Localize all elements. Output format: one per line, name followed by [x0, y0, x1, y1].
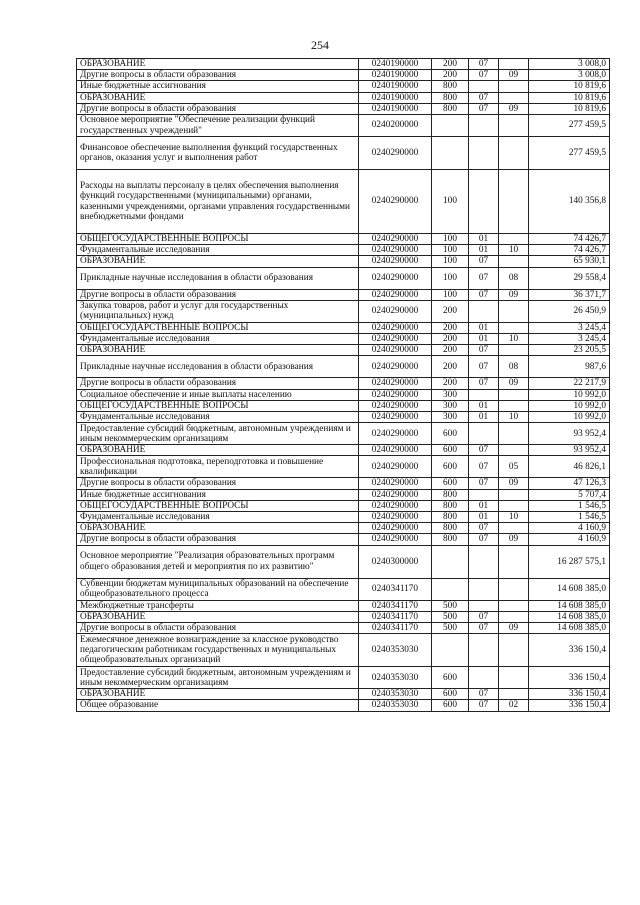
row-amount: 3 245,4	[529, 334, 610, 345]
row-code: 0240290000	[359, 389, 432, 400]
table-row	[77, 611, 610, 622]
row-amount: 336 150,4	[529, 667, 610, 689]
row-amount: 10 819,6	[529, 92, 610, 103]
row-section: 07	[469, 623, 499, 634]
row-amount: 36 371,7	[529, 289, 610, 300]
row-code: 0240290000	[359, 234, 432, 245]
row-code: 0240290000	[359, 489, 432, 500]
row-name: ОБРАЗОВАНИЕ	[77, 523, 359, 534]
row-code: 0240190000	[359, 103, 432, 114]
row-expense-type: 300	[432, 400, 469, 411]
row-subsection	[499, 500, 529, 511]
row-name: Общее образование	[77, 700, 359, 711]
table-row	[77, 92, 610, 103]
row-code: 0240290000	[359, 456, 432, 478]
row-expense-type: 200	[432, 345, 469, 356]
row-name: Закупка товаров, работ и услуг для государственных (муниципальных) нужд	[77, 300, 359, 322]
row-subsection: 09	[499, 534, 529, 545]
row-subsection	[499, 489, 529, 500]
row-section: 07	[469, 70, 499, 81]
row-name: Основное мероприятие "Реализация образовательных программ общего образования детей и мероприятия по их развитию"	[77, 545, 359, 578]
row-expense-type: 800	[432, 489, 469, 500]
row-subsection	[499, 400, 529, 411]
row-code: 0240341170	[359, 611, 432, 622]
row-amount: 16 287 575,1	[529, 545, 610, 578]
row-expense-type: 500	[432, 600, 469, 611]
table-row	[77, 600, 610, 611]
row-code: 0240353030	[359, 689, 432, 700]
row-code: 0240200000	[359, 115, 432, 137]
row-name: Основное мероприятие "Обеспечение реализации функций государственных учреждений"	[77, 115, 359, 137]
row-amount: 4 160,9	[529, 534, 610, 545]
row-subsection	[499, 81, 529, 92]
row-amount: 10 992,0	[529, 389, 610, 400]
row-code: 0240290000	[359, 356, 432, 378]
table-row	[77, 345, 610, 356]
row-amount: 277 459,5	[529, 137, 610, 170]
table-row	[77, 478, 610, 489]
table-row	[77, 523, 610, 534]
row-code: 0240353030	[359, 700, 432, 711]
row-subsection	[499, 322, 529, 333]
row-amount: 3 008,0	[529, 70, 610, 81]
row-code: 0240190000	[359, 59, 432, 70]
row-section: 07	[469, 534, 499, 545]
row-name: Другие вопросы в области образования	[77, 623, 359, 634]
table-row	[77, 256, 610, 267]
row-section	[469, 137, 499, 170]
row-expense-type: 300	[432, 389, 469, 400]
row-amount: 4 160,9	[529, 523, 610, 534]
row-subsection	[499, 689, 529, 700]
row-expense-type: 600	[432, 456, 469, 478]
row-subsection	[499, 59, 529, 70]
row-name: ОБЩЕГОСУДАРСТВЕННЫЕ ВОПРОСЫ	[77, 500, 359, 511]
row-expense-type: 200	[432, 356, 469, 378]
budget-table	[76, 58, 610, 712]
table-row	[77, 170, 610, 234]
row-section: 07	[469, 289, 499, 300]
row-name: Другие вопросы в области образования	[77, 70, 359, 81]
row-subsection	[499, 578, 529, 600]
table-row	[77, 489, 610, 500]
row-name: ОБРАЗОВАНИЕ	[77, 611, 359, 622]
row-expense-type: 200	[432, 300, 469, 322]
table-row	[77, 456, 610, 478]
table-row	[77, 322, 610, 333]
row-expense-type: 800	[432, 523, 469, 534]
row-name: Другие вопросы в области образования	[77, 378, 359, 389]
row-section: 07	[469, 356, 499, 378]
row-section	[469, 545, 499, 578]
row-section	[469, 389, 499, 400]
row-amount: 1 546,5	[529, 500, 610, 511]
row-amount: 29 558,4	[529, 267, 610, 289]
row-name: Расходы на выплаты персоналу в целях обеспечения выполнения функций государственными (муниципальными) органами, казенными учреждениями, органами управления государственными внебюджетными фондами	[77, 170, 359, 234]
row-section: 07	[469, 478, 499, 489]
row-section	[469, 170, 499, 234]
row-amount: 65 930,1	[529, 256, 610, 267]
row-subsection: 09	[499, 289, 529, 300]
row-subsection	[499, 137, 529, 170]
row-name: ОБРАЗОВАНИЕ	[77, 445, 359, 456]
row-name: Ежемесячное денежное вознаграждение за классное руководство педагогическим работникам государственных и муниципальных общеобразовательных организаций	[77, 634, 359, 667]
row-name: Фундаментальные исследования	[77, 512, 359, 523]
row-section	[469, 667, 499, 689]
row-subsection	[499, 611, 529, 622]
row-code: 0240353030	[359, 634, 432, 667]
row-expense-type: 200	[432, 334, 469, 345]
row-code: 0240290000	[359, 378, 432, 389]
row-name: Финансовое обеспечение выполнения функций государственных органов, оказания услуг и выполнения работ	[77, 137, 359, 170]
row-code: 0240290000	[359, 345, 432, 356]
row-amount: 14 608 385,0	[529, 611, 610, 622]
row-expense-type: 600	[432, 667, 469, 689]
row-expense-type: 200	[432, 59, 469, 70]
row-amount: 22 217,9	[529, 378, 610, 389]
row-subsection	[499, 92, 529, 103]
row-section: 07	[469, 456, 499, 478]
row-subsection	[499, 423, 529, 445]
page-number: 254	[311, 38, 329, 52]
row-expense-type: 600	[432, 423, 469, 445]
table-row	[77, 700, 610, 711]
table-row	[77, 500, 610, 511]
row-expense-type: 600	[432, 478, 469, 489]
table-row	[77, 634, 610, 667]
table-row	[77, 245, 610, 256]
row-amount: 23 205,5	[529, 345, 610, 356]
row-amount: 987,6	[529, 356, 610, 378]
row-amount: 47 126,3	[529, 478, 610, 489]
budget-table-body	[77, 59, 610, 712]
row-name: ОБЩЕГОСУДАРСТВЕННЫЕ ВОПРОСЫ	[77, 234, 359, 245]
table-row	[77, 578, 610, 600]
row-name: ОБРАЗОВАНИЕ	[77, 689, 359, 700]
row-amount: 140 356,8	[529, 170, 610, 234]
row-subsection	[499, 634, 529, 667]
row-expense-type: 500	[432, 611, 469, 622]
row-section: 01	[469, 245, 499, 256]
row-subsection	[499, 667, 529, 689]
row-subsection	[499, 389, 529, 400]
table-row	[77, 412, 610, 423]
row-name: Межбюджетные трансферты	[77, 600, 359, 611]
table-row	[77, 545, 610, 578]
row-subsection	[499, 600, 529, 611]
row-section: 07	[469, 378, 499, 389]
row-subsection	[499, 523, 529, 534]
row-name: Фундаментальные исследования	[77, 245, 359, 256]
row-subsection: 08	[499, 267, 529, 289]
row-code: 0240290000	[359, 534, 432, 545]
table-row	[77, 389, 610, 400]
row-expense-type: 100	[432, 234, 469, 245]
row-expense-type: 100	[432, 256, 469, 267]
row-expense-type: 600	[432, 445, 469, 456]
row-expense-type: 600	[432, 700, 469, 711]
row-subsection: 09	[499, 623, 529, 634]
row-subsection	[499, 256, 529, 267]
row-expense-type: 800	[432, 81, 469, 92]
row-name: ОБЩЕГОСУДАРСТВЕННЫЕ ВОПРОСЫ	[77, 322, 359, 333]
table-row	[77, 234, 610, 245]
table-row	[77, 137, 610, 170]
row-expense-type	[432, 115, 469, 137]
row-amount: 10 992,0	[529, 412, 610, 423]
row-amount: 14 608 385,0	[529, 600, 610, 611]
row-amount: 336 150,4	[529, 689, 610, 700]
row-amount: 74 426,7	[529, 234, 610, 245]
row-name: Прикладные научные исследования в области образования	[77, 267, 359, 289]
row-name: Другие вопросы в области образования	[77, 289, 359, 300]
row-expense-type: 800	[432, 534, 469, 545]
row-section: 07	[469, 611, 499, 622]
row-subsection	[499, 170, 529, 234]
row-code: 0240290000	[359, 322, 432, 333]
row-amount: 1 546,5	[529, 512, 610, 523]
row-expense-type: 500	[432, 623, 469, 634]
row-amount: 74 426,7	[529, 245, 610, 256]
row-amount: 14 608 385,0	[529, 578, 610, 600]
row-name: ОБРАЗОВАНИЕ	[77, 256, 359, 267]
row-code: 0240290000	[359, 300, 432, 322]
row-name: Прикладные научные исследования в области образования	[77, 356, 359, 378]
row-name: Социальное обеспечение и иные выплаты населению	[77, 389, 359, 400]
row-code: 0240300000	[359, 545, 432, 578]
table-row	[77, 445, 610, 456]
table-row	[77, 623, 610, 634]
row-name: ОБРАЗОВАНИЕ	[77, 345, 359, 356]
row-code: 0240290000	[359, 412, 432, 423]
row-amount: 93 952,4	[529, 423, 610, 445]
row-expense-type: 800	[432, 500, 469, 511]
row-amount: 5 707,4	[529, 489, 610, 500]
row-amount: 10 819,6	[529, 103, 610, 114]
row-subsection	[499, 445, 529, 456]
row-name: Другие вопросы в области образования	[77, 103, 359, 114]
row-expense-type	[432, 137, 469, 170]
row-subsection: 05	[499, 456, 529, 478]
table-row	[77, 59, 610, 70]
row-code: 0240290000	[359, 170, 432, 234]
row-code: 0240290000	[359, 289, 432, 300]
table-row	[77, 334, 610, 345]
row-section	[469, 489, 499, 500]
row-section	[469, 81, 499, 92]
row-section: 01	[469, 234, 499, 245]
row-code: 0240290000	[359, 267, 432, 289]
table-row	[77, 103, 610, 114]
row-section: 07	[469, 267, 499, 289]
row-section: 07	[469, 523, 499, 534]
row-expense-type: 200	[432, 378, 469, 389]
row-section: 01	[469, 400, 499, 411]
row-code: 0240290000	[359, 478, 432, 489]
row-subsection: 02	[499, 700, 529, 711]
row-amount: 336 150,4	[529, 700, 610, 711]
row-amount: 336 150,4	[529, 634, 610, 667]
row-code: 0240290000	[359, 512, 432, 523]
row-subsection	[499, 300, 529, 322]
row-section	[469, 115, 499, 137]
row-subsection: 09	[499, 70, 529, 81]
row-subsection: 10	[499, 245, 529, 256]
row-name: Другие вопросы в области образования	[77, 478, 359, 489]
row-section: 01	[469, 500, 499, 511]
row-name: ОБРАЗОВАНИЕ	[77, 59, 359, 70]
table-row	[77, 378, 610, 389]
row-expense-type: 200	[432, 70, 469, 81]
row-code: 0240290000	[359, 137, 432, 170]
row-amount: 10 819,6	[529, 81, 610, 92]
row-expense-type: 800	[432, 92, 469, 103]
row-amount: 46 826,1	[529, 456, 610, 478]
row-expense-type: 800	[432, 512, 469, 523]
row-amount: 277 459,5	[529, 115, 610, 137]
row-expense-type	[432, 578, 469, 600]
row-expense-type: 100	[432, 289, 469, 300]
table-row	[77, 300, 610, 322]
row-subsection: 10	[499, 412, 529, 423]
row-expense-type: 600	[432, 689, 469, 700]
row-amount: 26 450,9	[529, 300, 610, 322]
row-name: Предоставление субсидий бюджетным, автономным учреждениям и иным некоммерческим организациям	[77, 667, 359, 689]
row-section: 07	[469, 103, 499, 114]
table-row	[77, 400, 610, 411]
row-section: 01	[469, 512, 499, 523]
row-subsection	[499, 115, 529, 137]
row-section: 07	[469, 700, 499, 711]
table-row	[77, 81, 610, 92]
row-section	[469, 578, 499, 600]
row-section	[469, 634, 499, 667]
table-row	[77, 356, 610, 378]
table-row	[77, 289, 610, 300]
row-expense-type: 100	[432, 267, 469, 289]
table-row	[77, 512, 610, 523]
row-code: 0240290000	[359, 523, 432, 534]
table-row	[77, 423, 610, 445]
row-name: Другие вопросы в области образования	[77, 534, 359, 545]
row-section: 07	[469, 92, 499, 103]
row-section: 07	[469, 345, 499, 356]
row-expense-type: 100	[432, 170, 469, 234]
row-subsection: 09	[499, 478, 529, 489]
row-expense-type: 800	[432, 103, 469, 114]
row-section: 07	[469, 59, 499, 70]
table-row	[77, 115, 610, 137]
row-amount: 10 992,0	[529, 400, 610, 411]
row-section	[469, 600, 499, 611]
row-expense-type: 100	[432, 245, 469, 256]
row-amount: 93 952,4	[529, 445, 610, 456]
row-code: 0240290000	[359, 334, 432, 345]
table-row	[77, 667, 610, 689]
row-name: Профессиональная подготовка, переподготовка и повышение квалификации	[77, 456, 359, 478]
row-section: 07	[469, 689, 499, 700]
row-subsection: 08	[499, 356, 529, 378]
row-amount: 3 008,0	[529, 59, 610, 70]
row-code: 0240341170	[359, 600, 432, 611]
row-code: 0240290000	[359, 245, 432, 256]
row-name: Фундаментальные исследования	[77, 334, 359, 345]
row-name: Иные бюджетные ассигнования	[77, 489, 359, 500]
row-subsection	[499, 545, 529, 578]
row-code: 0240290000	[359, 423, 432, 445]
row-section: 07	[469, 256, 499, 267]
row-code: 0240190000	[359, 70, 432, 81]
row-expense-type: 300	[432, 412, 469, 423]
row-expense-type	[432, 634, 469, 667]
table-row	[77, 534, 610, 545]
row-expense-type	[432, 545, 469, 578]
table-row	[77, 689, 610, 700]
row-name: Фундаментальные исследования	[77, 412, 359, 423]
row-name: Иные бюджетные ассигнования	[77, 81, 359, 92]
row-subsection: 09	[499, 378, 529, 389]
row-section: 07	[469, 445, 499, 456]
row-code: 0240290000	[359, 445, 432, 456]
row-name: ОБЩЕГОСУДАРСТВЕННЫЕ ВОПРОСЫ	[77, 400, 359, 411]
row-subsection: 09	[499, 103, 529, 114]
row-name: ОБРАЗОВАНИЕ	[77, 92, 359, 103]
row-section: 01	[469, 412, 499, 423]
table-row	[77, 70, 610, 81]
row-section	[469, 423, 499, 445]
row-subsection: 10	[499, 334, 529, 345]
row-code: 0240341170	[359, 578, 432, 600]
row-section: 01	[469, 322, 499, 333]
row-subsection: 10	[499, 512, 529, 523]
row-code: 0240290000	[359, 400, 432, 411]
row-code: 0240341170	[359, 623, 432, 634]
row-code: 0240353030	[359, 667, 432, 689]
table-row	[77, 267, 610, 289]
row-expense-type: 200	[432, 322, 469, 333]
row-code: 0240190000	[359, 92, 432, 103]
row-name: Предоставление субсидий бюджетным, автономным учреждениям и иным некоммерческим организациям	[77, 423, 359, 445]
row-code: 0240290000	[359, 256, 432, 267]
row-code: 0240190000	[359, 81, 432, 92]
row-amount: 3 245,4	[529, 322, 610, 333]
row-name: Субвенции бюджетам муниципальных образований на обеспечение общеобразовательного процесса	[77, 578, 359, 600]
row-code: 0240290000	[359, 500, 432, 511]
row-subsection	[499, 234, 529, 245]
row-section	[469, 300, 499, 322]
row-subsection	[499, 345, 529, 356]
row-amount: 14 608 385,0	[529, 623, 610, 634]
row-section: 01	[469, 334, 499, 345]
